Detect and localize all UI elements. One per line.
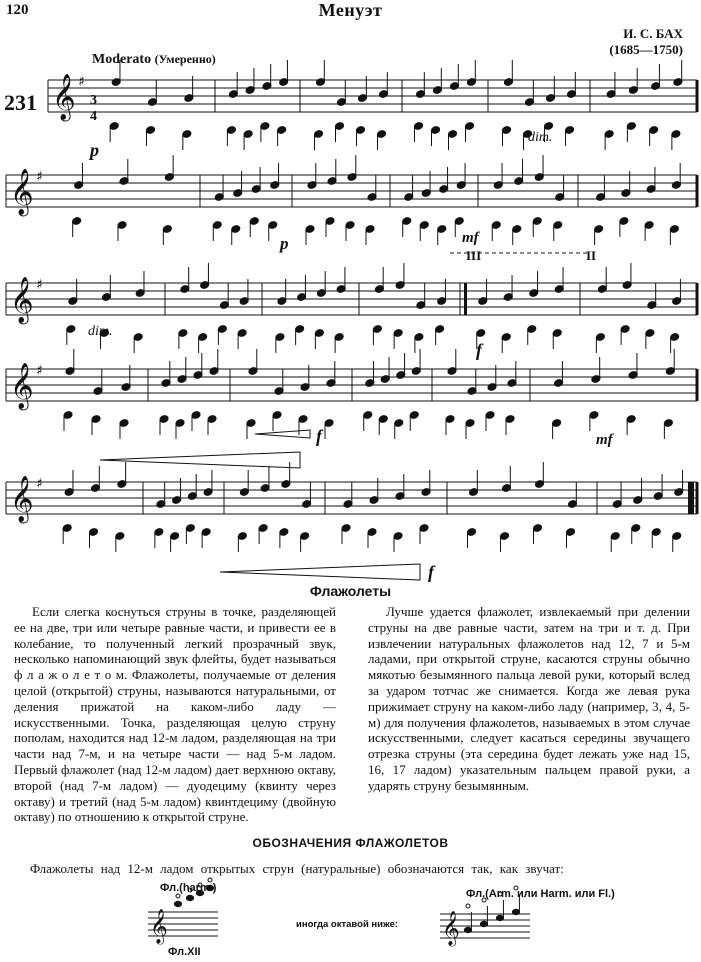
- key-sharp-icon: ♯: [36, 363, 43, 379]
- harmonic-circle-icon: [176, 894, 180, 898]
- notation-title: ОБОЗНАЧЕНИЯ ФЛАЖОЛЕТОВ: [252, 836, 449, 850]
- example-note-head: [186, 895, 193, 900]
- piece-number: 231: [4, 90, 37, 115]
- example-note-head: [480, 921, 487, 926]
- repeat-bar: [464, 283, 467, 315]
- example-right-label: Фл.(Arm. или Harm. или Fl.): [466, 888, 615, 900]
- treble-clef-icon: 𝄞: [10, 169, 34, 215]
- notation-text: Флажолеты над 12-м ладом открытых струн (натуральные) обозначаются так, как звучат:: [30, 861, 564, 876]
- notes: [62, 60, 684, 552]
- key-sharp-icon: ♯: [36, 169, 43, 185]
- harmonic-circle-icon: [466, 904, 470, 908]
- key-sharp-icon: ♯: [36, 277, 43, 293]
- body-right-text: Лучше удается флажолет, извлекаемый при делении струны на две равные части, затем на три и т. д. При извлечении натуральных флажолетов над 12, 7 и 5-м ладами, при открытой струне, касаются струны обычно мякотью безымянного пальца левой руки, который вслед за ударом тотчас же снимается. Когда же левая рука прижимает струну на каком-либо ладу (например, 3, 4, 5-м) для получения флажолетов, называемых в этом случае искусственными, следует касаться середины звучащего отрезка струны (эта середина будет лежать уже над 15, 16, 17 ладом) указательным пальцем правой руки, а ударять струну безымянным.: [368, 604, 690, 793]
- crescendo-hairpin: [255, 430, 310, 438]
- piece-title: Менуэт: [318, 0, 383, 20]
- treble-clef-icon: 𝄞: [442, 911, 460, 946]
- crescendo-hairpin: [220, 564, 420, 580]
- example-note-head: [464, 927, 471, 932]
- treble-clef-icon: 𝄞: [10, 363, 34, 409]
- section-title: Флажолеты: [309, 583, 392, 599]
- dynamic-f-3: f: [428, 562, 434, 582]
- dynamic-f-1: f: [476, 340, 482, 360]
- tempo-translation: (Умеренно): [154, 52, 216, 66]
- example-left-top-label: Фл.(harm.): [160, 882, 217, 894]
- dynamic-mf-2: mf: [596, 432, 613, 448]
- treble-clef-icon: 𝄞: [10, 476, 34, 522]
- key-sharp-icon: ♯: [36, 476, 43, 492]
- composer-name: И. С. БАХ: [623, 26, 683, 41]
- example-note-head: [512, 909, 519, 914]
- body-right-column: [368, 604, 690, 794]
- dynamic-dim-1: dim.: [528, 130, 553, 145]
- time-signature-bottom: 4: [90, 109, 97, 124]
- string-mark-iii: III: [466, 248, 482, 263]
- dynamic-mf-1: mf: [462, 230, 479, 246]
- page-number: 120: [6, 2, 29, 18]
- body-left-column: [14, 604, 336, 825]
- treble-clef-icon: 𝄞: [10, 277, 34, 323]
- string-mark-ii: II: [586, 248, 597, 263]
- key-sharp-icon: ♯: [78, 74, 85, 90]
- composer-years: (1685—1750): [609, 42, 683, 57]
- final-bar: [688, 482, 694, 514]
- treble-clef-icon: 𝄞: [150, 909, 168, 944]
- treble-clef-icon: 𝄞: [52, 74, 76, 120]
- time-signature-top: 3: [90, 93, 97, 108]
- example-note-head: [496, 915, 503, 920]
- example-middle-label: иногда октавой ниже:: [296, 919, 399, 930]
- crescendo-hairpin: [100, 452, 300, 468]
- tempo-italian: Moderato: [92, 52, 152, 67]
- dynamic-p-1: p: [90, 140, 99, 160]
- example-note-head: [174, 901, 181, 906]
- dynamic-p-2: p: [280, 234, 289, 253]
- example-left-bottom-label: Фл.XII: [168, 946, 201, 958]
- body-left-text: Если слегка коснуться струны в точке, разделяющей ее на две, три или четыре равные части, и привести ее в колебание, то полученный легкий прозрачный звук, несколько напоминающий звук флейты, будет называться ф л а ж о л е т о м. Флажолеты, получаемые от деления целой (открытой) струны, называются натуральными, от деления прижатой на каком-либо ладу — искусственными. Точка, разделяющая целую струну пополам, находится над 12-м ладом, разделяющая на три части над 7-м, и на четыре части — над 5-м ладом. Первый флажолет (над 12-м ладом) дает верхнюю октаву, второй (над 7-м ладом) — дуодециму (квинту через октаву) и третий (над 5-м ладом) квинтдециму (двойную октаву) по отношению к открытой струне.: [14, 604, 336, 825]
- dynamic-f-2: f: [316, 426, 322, 446]
- dynamic-dim-2: dim.: [88, 324, 113, 339]
